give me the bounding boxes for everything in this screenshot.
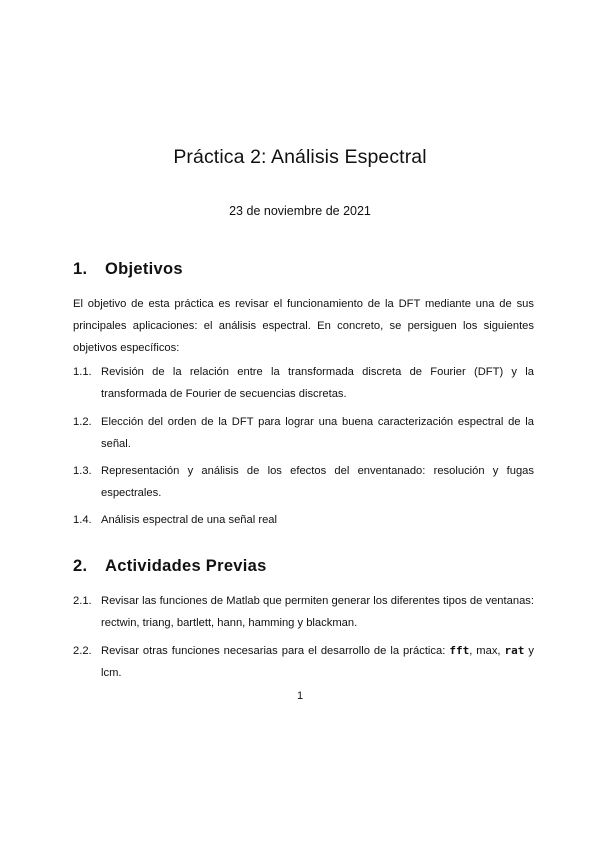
list-item bbox=[73, 411, 534, 455]
list-item-text-before: Revisar otras funciones necesarias para el desarrollo de la práctica: bbox=[101, 645, 450, 657]
list-item bbox=[73, 460, 534, 504]
list-item-text: Elección del orden de la DFT para lograr una buena caracterización espectral de la señal. bbox=[101, 416, 534, 450]
list-item-number: 1.2. bbox=[73, 416, 92, 428]
list-item bbox=[73, 640, 534, 684]
list-item-text: Revisión de la relación entre la transformada discreta de Fourier (DFT) y la transformada de Fourier de secuencias discretas. bbox=[101, 366, 534, 400]
list-item-text bbox=[101, 640, 534, 684]
section-number: 2. bbox=[73, 557, 88, 575]
list-item-text: Revisar las funciones de Matlab que permiten generar los diferentes tipos de ventanas: rectwin, triang, bartlett, hann, hamming y blackman. bbox=[101, 595, 534, 629]
list-item-text-after: y lcm. bbox=[101, 645, 534, 679]
list-item bbox=[73, 361, 534, 405]
function-name-rat: rat bbox=[504, 644, 525, 657]
document-title: Práctica 2: Análisis Espectral bbox=[173, 146, 427, 168]
list-item-number: 2.1. bbox=[73, 595, 92, 607]
list-item-text: Representación y análisis de los efectos del enventanado: resolución y fugas espectrales. bbox=[101, 465, 534, 499]
section-title: Objetivos bbox=[105, 260, 183, 278]
page-number: 1 bbox=[296, 690, 304, 702]
section-heading-actividades-previas bbox=[73, 557, 267, 576]
section-heading-objetivos bbox=[73, 260, 183, 279]
list-item-text: Análisis espectral de una señal real bbox=[101, 514, 277, 526]
list-item-number: 1.4. bbox=[73, 514, 92, 526]
function-name-fft: fft bbox=[449, 644, 470, 657]
list-item-number: 2.2. bbox=[73, 645, 92, 657]
document-date: 23 de noviembre de 2021 bbox=[229, 204, 371, 218]
list-item-number: 1.3. bbox=[73, 465, 92, 477]
list-item bbox=[73, 509, 534, 531]
list-item bbox=[73, 590, 534, 634]
list-item-number: 1.1. bbox=[73, 366, 92, 378]
list-item-separator: , max, bbox=[469, 645, 505, 657]
section-title: Actividades Previas bbox=[105, 557, 267, 575]
section-intro-paragraph: El objetivo de esta práctica es revisar el funcionamiento de la DFT mediante una de sus principales aplicaciones: el análisis espectral. En concreto, se persiguen los siguientes objetivos específicos: bbox=[73, 298, 534, 354]
section-number: 1. bbox=[73, 260, 88, 278]
